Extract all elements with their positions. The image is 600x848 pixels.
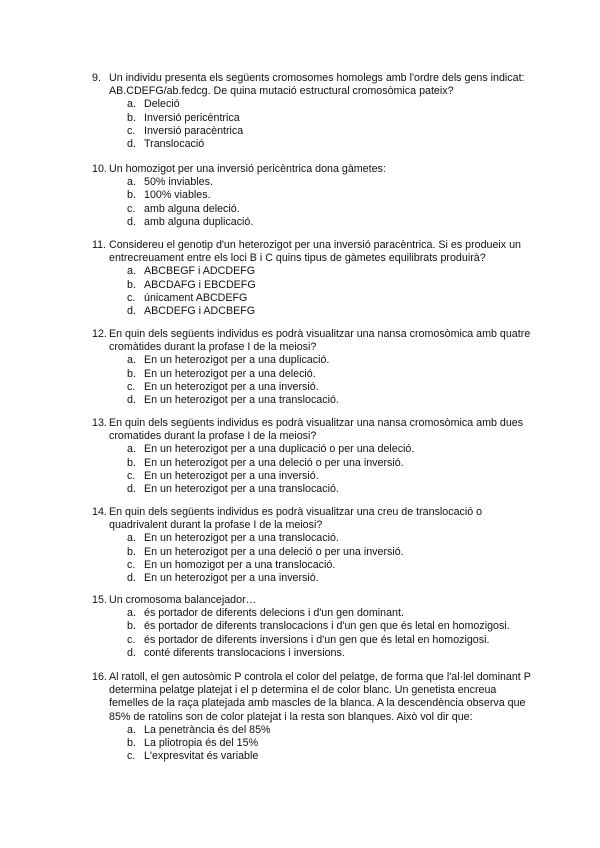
question-number: 15. — [92, 594, 107, 606]
option-letter: d. — [127, 571, 136, 584]
option-letter: d. — [127, 482, 136, 495]
option-letter: a. — [127, 98, 136, 111]
option-b — [92, 457, 532, 470]
option-list — [92, 265, 532, 318]
option-letter: d. — [127, 393, 136, 406]
option-d — [92, 216, 532, 229]
option-text: ABCDEFG i ADCBEFG — [144, 304, 256, 317]
option-text: La penetrància és del 85% — [144, 723, 271, 736]
question-16 — [92, 671, 532, 763]
question-text: Un cromosoma balancejador… — [109, 594, 257, 606]
option-text: conté diferents translocacions i inversions. — [144, 646, 345, 659]
option-c — [92, 125, 532, 138]
option-letter: a. — [127, 265, 136, 278]
option-a — [92, 354, 532, 367]
option-letter: d. — [127, 137, 136, 150]
option-letter: d. — [127, 646, 136, 659]
question-number: 12. — [92, 328, 107, 340]
question-15 — [92, 594, 532, 660]
option-text: L'expresvitat és variable — [144, 750, 259, 763]
option-text: Inversió pericèntrica — [144, 111, 240, 124]
question-11 — [92, 239, 532, 318]
option-letter: c. — [127, 558, 136, 571]
option-b — [92, 189, 532, 202]
question-10 — [92, 163, 532, 229]
option-text: és portador de diferents delecions i d'un gen dominant. — [144, 607, 404, 620]
option-list — [92, 443, 532, 496]
option-letter: b. — [127, 189, 136, 202]
option-text: La pliotropia és del 15% — [144, 737, 259, 749]
option-letter: a. — [127, 354, 136, 367]
option-letter: c. — [127, 469, 136, 482]
option-letter: b. — [127, 111, 136, 124]
option-letter: b. — [127, 367, 136, 380]
option-list — [92, 607, 532, 660]
option-text: En un heterozigot per a una inversió. — [144, 469, 319, 482]
option-a — [92, 607, 532, 620]
question-text: Considereu el genotip d'un heterozigot per una inversió paracèntrica. Si es produeix un entrecreuament entre els loci B i C quins tipus de gàmetes equilibrats produirà? — [109, 239, 521, 265]
option-text: amb alguna deleció. — [144, 202, 240, 215]
option-b — [92, 546, 532, 559]
option-a — [92, 532, 532, 545]
option-text: En un heterozigot per a una translocació. — [144, 532, 339, 545]
option-a — [92, 724, 532, 737]
question-number: 13. — [92, 417, 107, 429]
option-letter: d. — [127, 215, 136, 228]
option-b — [92, 620, 532, 633]
option-letter: b. — [127, 456, 136, 469]
option-a — [92, 443, 532, 456]
option-text: ABCBEGF i ADCDEFG — [144, 265, 256, 278]
option-text: 100% viables. — [144, 189, 211, 202]
question-text: En quin dels següents individus es podrà visualitzar una nansa cromosòmica amb quatre cromàtides durant la profase I de la meiosi? — [109, 328, 531, 354]
question-number: 10. — [92, 163, 107, 175]
option-a — [92, 176, 532, 189]
option-list — [92, 354, 532, 407]
option-text: En un heterozigot per a una deleció o per una inversió. — [144, 545, 404, 558]
option-text: amb alguna duplicació. — [144, 215, 254, 228]
option-letter: c. — [127, 202, 136, 215]
option-letter: c. — [127, 380, 136, 393]
option-a — [92, 98, 532, 111]
option-text: Deleció — [144, 98, 180, 111]
option-text: és portador de diferents translocacions i d'un gen que és letal en homozigosi. — [144, 620, 510, 633]
option-text: En un heterozigot per a una inversió. — [144, 571, 319, 584]
option-letter: a. — [127, 607, 136, 620]
option-letter: c. — [127, 291, 136, 304]
option-c — [92, 559, 532, 572]
option-text: és portador de diferents inversions i d'un gen que és letal en homozigosi. — [144, 633, 490, 646]
option-b — [92, 279, 532, 292]
question-text: Un homozigot per una inversió pericèntrica dona gàmetes: — [109, 163, 386, 175]
question-number: 16. — [92, 671, 107, 683]
option-d — [92, 647, 532, 660]
option-letter: b. — [127, 620, 136, 633]
option-text: Inversió paracèntrica — [144, 124, 244, 137]
option-d — [92, 138, 532, 151]
question-13 — [92, 417, 532, 496]
option-text: En un heterozigot per a una translocació. — [144, 482, 339, 495]
option-list — [92, 724, 532, 764]
question-text: En quin dels següents individus es podrà visualitzar una nansa cromosòmica amb dues cromatides durant la profase I de la meiosi? — [109, 417, 524, 443]
option-letter: b. — [127, 737, 136, 749]
option-list — [92, 532, 532, 585]
option-text: 50% inviables. — [144, 176, 213, 189]
option-d — [92, 305, 532, 318]
option-d — [92, 483, 532, 496]
option-letter: c. — [127, 750, 136, 763]
option-letter: c. — [127, 124, 136, 137]
question-12 — [92, 328, 532, 407]
option-text: En un heterozigot per a una duplicació. — [144, 354, 330, 367]
option-letter: b. — [127, 278, 136, 291]
question-14 — [92, 506, 532, 585]
option-b — [92, 368, 532, 381]
option-c — [92, 381, 532, 394]
option-c — [92, 292, 532, 305]
option-b — [92, 737, 532, 750]
option-letter: a. — [127, 723, 136, 736]
option-text: En un heterozigot per a una duplicació o per una deleció. — [144, 443, 415, 456]
question-number: 14. — [92, 506, 107, 518]
option-text: En un heterozigot per a una translocació. — [144, 393, 339, 406]
option-letter: c. — [127, 633, 136, 646]
option-c — [92, 634, 532, 647]
question-text: En quin dels següents individus es podrà visualitzar una creu de translocació o quadrivalent durant la profase I de la meiosi? — [109, 506, 483, 532]
option-text: únicament ABCDEFG — [144, 291, 248, 304]
question-number: 9. — [92, 72, 101, 84]
option-letter: a. — [127, 176, 136, 189]
option-d — [92, 394, 532, 407]
option-text: En un homozigot per a una translocació. — [144, 558, 336, 571]
question-number: 11. — [92, 239, 107, 251]
question-text: Al ratoll, el gen autosòmic P controla el color del pelatge, de forma que l'al·lel dominant P determina pelatge platejat i el p determina el de color blanc. Un genetista encreua femelles de la raça platejada amb mascles de la blanca. A la descendència observa que 85% de ratolins son de color platejat i la resta son blanques. Això vol dir que: — [109, 671, 531, 723]
option-letter: d. — [127, 304, 136, 317]
option-text: En un heterozigot per a una deleció. — [144, 367, 316, 380]
option-c — [92, 203, 532, 216]
option-list — [92, 176, 532, 229]
option-letter: a. — [127, 532, 136, 545]
option-a — [92, 265, 532, 278]
option-c — [92, 470, 532, 483]
option-d — [92, 572, 532, 585]
option-c — [92, 750, 532, 763]
option-letter: b. — [127, 545, 136, 558]
option-text: En un heterozigot per a una deleció o per una inversió. — [144, 456, 404, 469]
option-list — [92, 98, 532, 151]
option-b — [92, 112, 532, 125]
question-9 — [92, 72, 532, 151]
question-text: Un individu presenta els següents cromosomes homolegs amb l'ordre dels gens indicat: AB.CDEFG/ab.fedcg. De quina mutació estructural cromosòmica pateix? — [109, 72, 525, 98]
option-letter: a. — [127, 443, 136, 456]
option-text: ABCDAFG i EBCDEFG — [144, 278, 256, 291]
option-text: Translocació — [144, 137, 205, 150]
option-text: En un heterozigot per a una inversió. — [144, 380, 319, 393]
